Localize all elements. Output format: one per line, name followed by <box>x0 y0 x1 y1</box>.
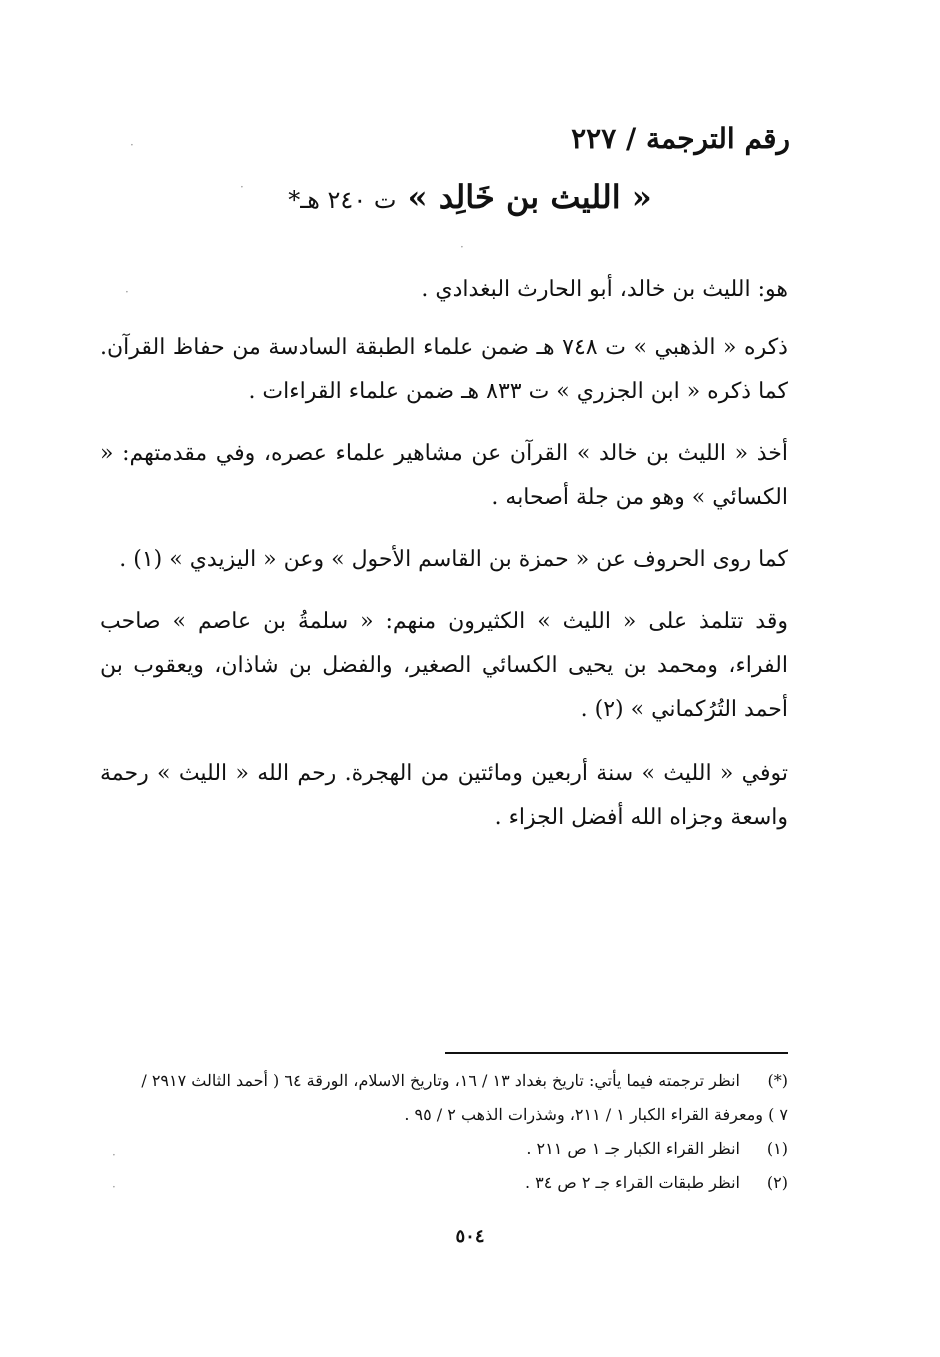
footnote-marker: (١) <box>766 1139 788 1158</box>
scan-speck: · <box>112 1180 116 1194</box>
footnote-divider <box>445 1052 788 1054</box>
paragraph-teachers: أخذ « الليث بن خالد » القرآن عن مشاهير علماء عصره، وفي مقدمتهم: « الكسائي » وهو من جلة أصحابه . <box>100 441 788 510</box>
footnote-item <box>100 1064 788 1098</box>
footnote-marker: (٢) <box>766 1173 788 1192</box>
footnote-item <box>100 1132 788 1166</box>
paragraph-mentions: ذكره « الذهبي » ت ٧٤٨ هـ ضمن علماء الطبقة السادسة من حفاظ القرآن. كما ذكره « ابن الجزري » ت ٨٣٣ هـ ضمن علماء القراءات . <box>100 335 788 404</box>
paragraph-identity: هو: الليث بن خالد، أبو الحارث البغدادي . <box>421 277 788 302</box>
scan-speck: · <box>112 1148 116 1162</box>
paragraph-students: وقد تتلمذ على « الليث » الكثيرون منهم: « سلمةُ بن عاصم » صاحب الفراء، ومحمد بن يحيى الكسائي الصغير، والفضل بن شاذان، ويعقوب بن أحمد التُرُكماني » (٢) . <box>100 609 788 722</box>
scan-speck: · <box>130 138 134 152</box>
scan-speck: · <box>240 180 244 194</box>
paragraph-readings: كما روى الحروف عن « حمزة بن القاسم الأحول » وعن « اليزيدي » (١) . <box>119 547 788 572</box>
paragraph-death: توفي « الليث » سنة أربعين ومائتين من الهجرة. رحم الله « الليث » رحمة واسعة وجزاه الله أفضل الجزاء . <box>100 761 788 830</box>
page-number: ٥٠٤ <box>455 1226 485 1247</box>
footnotes <box>100 1064 788 1200</box>
footnote-text: انظر ترجمته فيما يأتي: تاريخ بغداد ١٣ / ١٦، وتاريخ الاسلام، الورقة ٦٤ ( أحمد الثالث ٢٩١٧ / <box>141 1071 740 1090</box>
scan-speck: · <box>460 240 464 254</box>
footnote-text: انظر القراء الكبار جـ ١ ص ٢١١ . <box>526 1139 740 1158</box>
footnote-marker: (*) <box>767 1071 788 1090</box>
entry-number-heading: رقم الترجمة / ٢٢٧ <box>571 122 790 155</box>
entry-title <box>0 178 940 216</box>
footnote-continuation: ٧ ) ومعرفة القراء الكبار ١ / ٢١١، وشذرات الذهب ٢ / ٩٥ . <box>404 1105 788 1124</box>
footnote-item <box>100 1166 788 1200</box>
entry-death-date: ت ٢٤٠ هـ* <box>288 186 397 214</box>
footnote-text: انظر طبقات القراء جـ ٢ ص ٣٤ . <box>524 1173 740 1192</box>
scan-speck: · <box>125 285 129 299</box>
entry-title-name: « الليث بن خَالِد » <box>407 178 652 216</box>
